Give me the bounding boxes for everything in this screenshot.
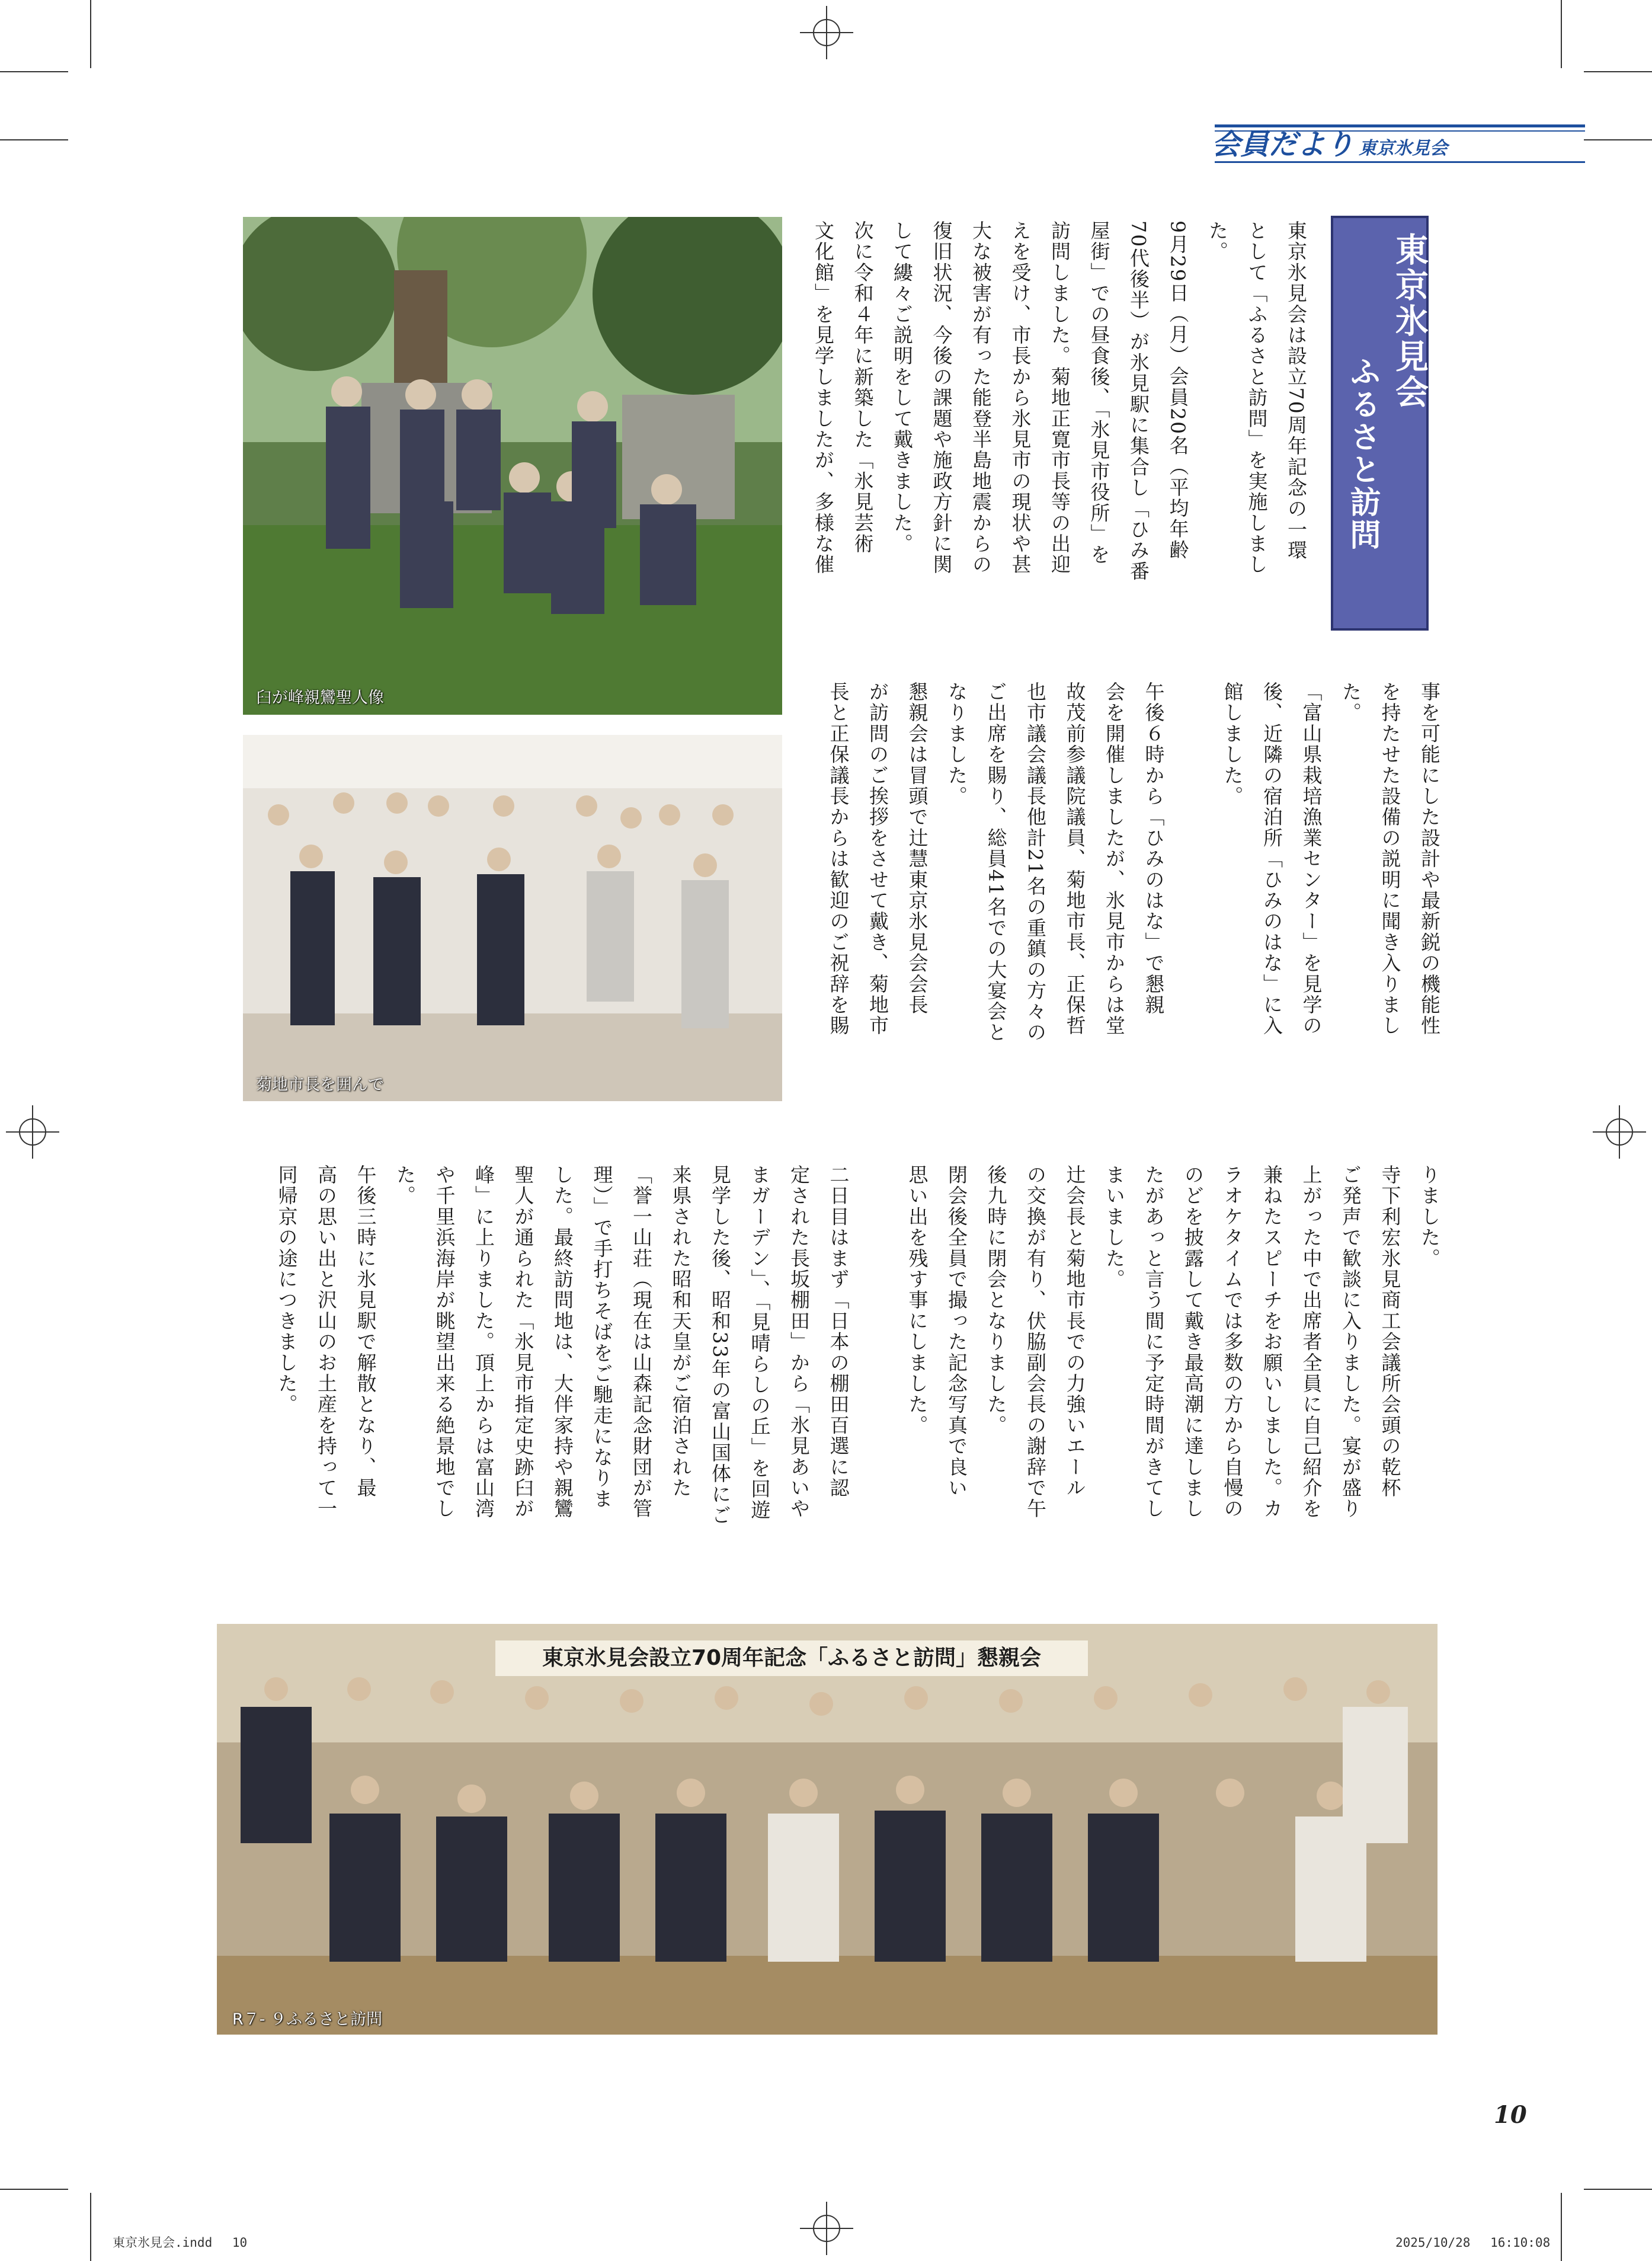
- photo-mayor-group: [243, 735, 782, 1101]
- registration-mark-left: [6, 1105, 59, 1159]
- photo-caption-3: R７- ９ふるさと訪問: [232, 2010, 383, 2029]
- section-title: 会員だより: [1212, 128, 1355, 161]
- article-column-1: 東京氷見会は設立70周年記念の一環 として「ふるさと訪問」を実施しまし た。 9月29日（月）会員20名（平均年齢 70代後半）が氷見駅に集合し「ひみ番 屋街」での昼食後、「氷見市役所」を 訪問しました。菊地正寛市長等の出迎 えを受け、市長から氷見市の現状や甚 大な被害が有った能登半島地震からの 復旧状況、今後の課題や施政方針に関 して縷々ご説明をして戴きました。 次に令和４年に新築した「氷見芸術 文化館」を見学しましたが、多様な催: [812, 220, 1308, 582]
- article-column-2: 事を可能にした設計や最新鋭の機能性 を持たせた設備の説明に聞き入りまし た。 「富山県栽培漁業センター」を見学の 後、近隣の宿泊所「ひみのはな」に入 館しました。 午後６時から「ひみのはな」で懇親 会を開催しましたが、氷見市からは堂 故茂前参議院議員、菊地市長、正保哲 也市議会議長他計21名の重鎮の方々の ご出席を賜り、総員41名での大宴会と なりました。 懇親会は冒頭で辻慧東京氷見会会長 が訪問のご挨拶をさせて戴き、菊地市 長と正保議長からは歓迎のご祝辞を賜: [827, 682, 1441, 1043]
- photo-statue-group: [243, 217, 782, 715]
- article-column-3: りました。 寺下利宏氷見商工会議所会頭の乾杯 ご発声で歓談に入りました。宴が盛り 上がった中で出席者全員に自己紹介を 兼ねたスピーチをお願いしました。カ ラオケタイムでは多数の方から自慢の のどを披露して戴き最高潮に達しまし たがあっと言う間に予定時間がきてし まいました。 辻会長と菊地市長での力強いエール の交換が有り、伏脇副会長の謝辞で午 後九時に閉会となりました。 閉会後全員で撮った記念写真で良い 思い出を残す事にしました。 二日目はまず「日本の棚田百選に認 定された長坂棚田」から「氷見あいや まガーデン」、「見晴らしの丘」を回遊 見学した後、昭和33年の富山国体にご 来県された昭和天皇がご宿泊された 「誉一山荘（現在は山森記念財団が管 理）」で手打ちそばをご馳走になりま した。最終訪問地は、大伴家持や親鸞 聖人が通られた「氷見市指定史跡臼が 峰」に上りました。頂上からは富山湾 や千里浜海岸が眺望出来る絶景地でし た。 午後三時に氷見駅で解散となり、最 高の思い出と沢山のお土産を持って一 同帰京の途につきました。: [275, 1165, 1441, 1526]
- registration-mark-top: [800, 6, 853, 59]
- article-subtitle: ふるさと訪問: [1344, 356, 1380, 551]
- article-title: 東京氷見会: [1390, 232, 1429, 410]
- header-title: [1212, 121, 1448, 162]
- photo-caption-1: 臼が峰親鸞聖人像: [256, 689, 384, 707]
- photo-banquet-group: [217, 1624, 1438, 2035]
- registration-mark-right: [1593, 1105, 1646, 1159]
- slug-date-info: 2025/10/28 16:10:08: [1395, 2236, 1551, 2250]
- banner-text: 東京氷見会設立70周年記念「ふるさと訪問」懇親会: [542, 1646, 1042, 1670]
- page-number: 10: [1494, 2101, 1527, 2129]
- header-underline: [1215, 161, 1585, 163]
- association-name: 東京氷見会: [1359, 138, 1448, 159]
- registration-mark-bottom: [800, 2202, 853, 2255]
- photo-caption-2: 菊地市長を囲んで: [256, 1076, 384, 1094]
- slug-file-info: 東京氷見会.indd 10: [113, 2236, 248, 2250]
